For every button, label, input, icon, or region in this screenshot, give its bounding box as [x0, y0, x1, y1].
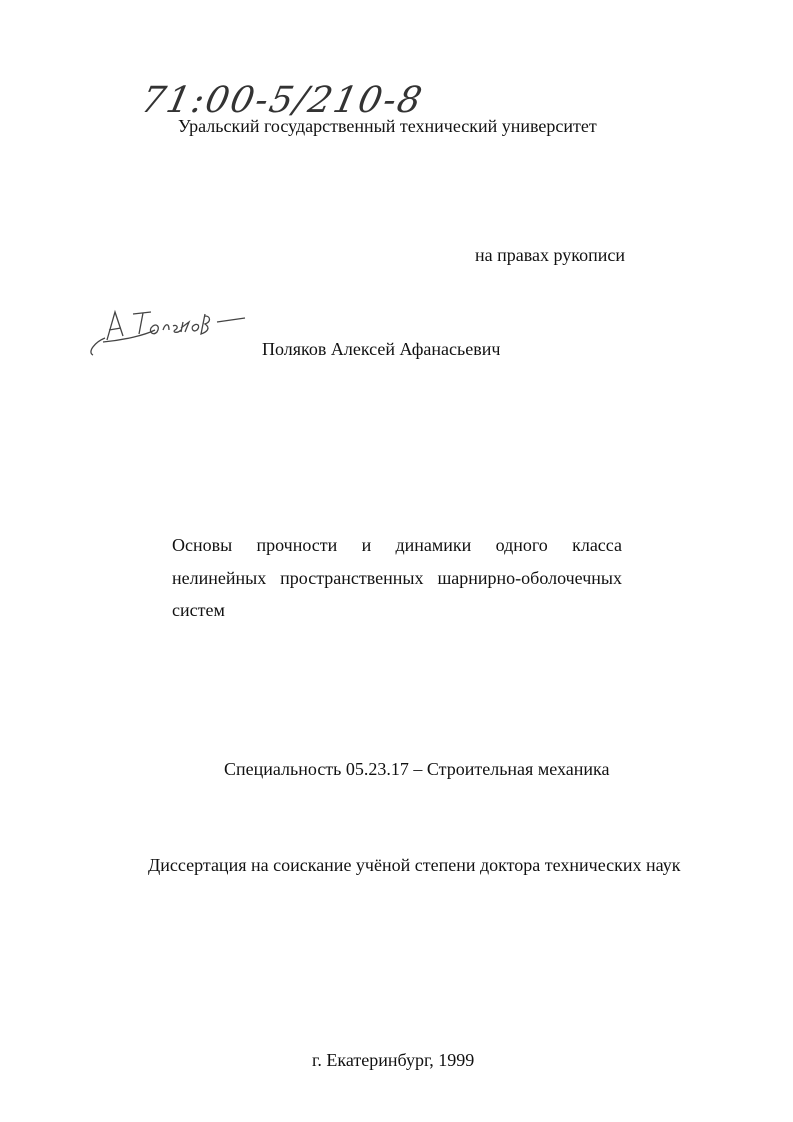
rights-note: на правах рукописи: [475, 245, 625, 265]
specialty: Специальность 05.23.17 – Строительная механика: [224, 759, 610, 779]
city-year: г. Екатеринбург, 1999: [312, 1050, 475, 1070]
title-line-1: Основы прочности и динамики одного класса: [172, 535, 622, 555]
university-name: Уральский государственный технический университет: [178, 116, 597, 136]
title-line-2: нелинейных пространственных шарнирно-оболочечных: [172, 568, 622, 588]
author-name: Поляков Алексей Афанасьевич: [262, 339, 501, 359]
handwritten-code: 71:00-5/210-8: [137, 80, 428, 121]
degree-statement: Диссертация на соискание учёной степени доктора технических наук: [148, 855, 681, 875]
signature: [85, 300, 255, 360]
title-line-3: систем: [172, 600, 225, 620]
